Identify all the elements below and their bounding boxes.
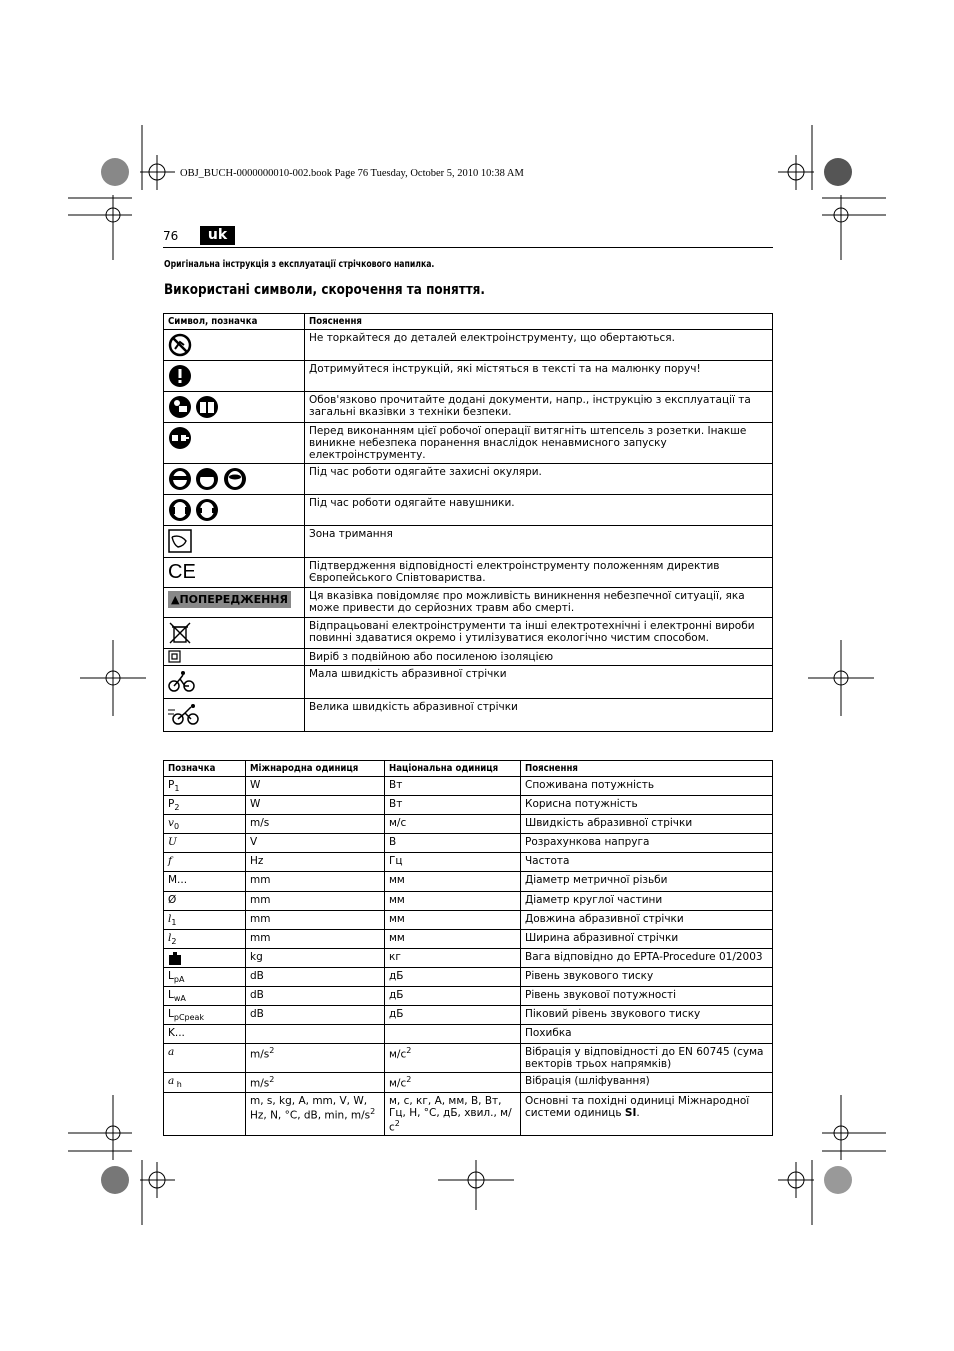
- intl-unit-cell: $m/s^2$: [246, 1073, 385, 1093]
- symbol-row: [164, 588, 773, 618]
- intl-unit-cell: $m/s^2$: [246, 1044, 385, 1073]
- table-row: [164, 1006, 773, 1025]
- table-row: [164, 1092, 773, 1136]
- national-unit-cell: Вт: [385, 777, 521, 796]
- unit-explanation-cell: Ширина абразивної стрічки: [520, 929, 772, 948]
- national-unit-cell: мм: [385, 929, 521, 948]
- document-subtitle: Оригінальна інструкція з експлуатації стрічкового напилка.: [164, 259, 435, 270]
- unplug-icon: [168, 426, 192, 450]
- national-units-list: м, с, кг, A, мм, В, Вт, Гц, Н, °C, дБ, хвил., $м/с^2$: [385, 1092, 521, 1136]
- do-not-touch-icon: [168, 333, 192, 357]
- national-unit-cell: дБ: [385, 967, 521, 986]
- symbol-explanation: Під час роботи одягайте захисні окуляри.: [305, 464, 773, 495]
- designation-cell: f: [164, 853, 246, 872]
- table-row: [164, 872, 773, 891]
- unit-explanation-cell: Розрахункова напруга: [520, 834, 772, 853]
- intl-unit-cell: mm: [246, 910, 385, 929]
- symbol-explanation: Не торкайтеся до деталей електроінструменту, що обертаються.: [305, 330, 773, 361]
- goggles-icon: [168, 473, 247, 485]
- grip-zone-icon: [168, 529, 192, 553]
- table-row: [164, 834, 773, 853]
- symbol-explanation: Перед виконанням цієї робочої операції витягніть штепсель з розетки. Інакше виникне небезпека поранення внаслідок ненавмисного запуску електроінструменту.: [305, 423, 773, 464]
- intl-units-list: m, s, kg, A, mm, V, W, Hz, N, °C, dB, min, $m/s^2$: [246, 1092, 385, 1136]
- designation-cell: [164, 948, 246, 967]
- national-unit-cell: мм: [385, 872, 521, 891]
- designation-cell: U: [164, 834, 246, 853]
- fast-bike-icon: [168, 702, 200, 726]
- designation-cell: $L_{pCpeak}$: [164, 1006, 246, 1025]
- warning-label-icon: ▲ПОПЕРЕДЖЕННЯ: [168, 591, 291, 608]
- designation-cell: M...: [164, 872, 246, 891]
- col-intl-unit-header: Міжнародна одиниця: [246, 761, 385, 777]
- designation-cell: $v_0$: [164, 815, 246, 834]
- national-unit-cell: дБ: [385, 1006, 521, 1025]
- si-explanation: Основні та похідні одиниці Міжнародної системи одиниць SI.: [520, 1092, 772, 1136]
- symbol-row: [164, 666, 773, 699]
- designation-cell: $l_2$: [164, 929, 246, 948]
- national-unit-cell: [385, 1025, 521, 1044]
- table-row: [164, 1025, 773, 1044]
- unit-explanation-cell: Частота: [520, 853, 772, 872]
- table-row: [164, 948, 773, 967]
- unit-explanation-cell: Вібрація у відповідності до EN 60745 (сума векторів трьох напрямків): [520, 1044, 772, 1073]
- designation-cell: Ø: [164, 891, 246, 910]
- intl-unit-cell: kg: [246, 948, 385, 967]
- symbol-row: [164, 464, 773, 495]
- national-unit-cell: В: [385, 834, 521, 853]
- national-unit-cell: мм: [385, 891, 521, 910]
- ce-mark-icon: CE: [168, 561, 196, 583]
- national-unit-cell: Вт: [385, 796, 521, 815]
- book-file-line: OBJ_BUCH-0000000010-002.book Page 76 Tuesday, October 5, 2010 10:38 AM: [180, 168, 524, 179]
- language-badge: uk: [200, 226, 235, 245]
- unit-explanation-cell: Рівень звукової потужності: [520, 986, 772, 1005]
- units-body: [164, 777, 773, 1093]
- table-row: [164, 796, 773, 815]
- slow-bike-icon: [168, 669, 196, 693]
- national-unit-cell: мм: [385, 910, 521, 929]
- intl-unit-cell: mm: [246, 891, 385, 910]
- unit-explanation-cell: Споживана потужність: [520, 777, 772, 796]
- unit-explanation-cell: Корисна потужність: [520, 796, 772, 815]
- unit-explanation-cell: Вібрація (шліфування): [520, 1073, 772, 1093]
- table-row: [164, 777, 773, 796]
- page-number: 76: [163, 229, 179, 243]
- table-row: [164, 853, 773, 872]
- intl-unit-cell: dB: [246, 1006, 385, 1025]
- symbols-table: [163, 313, 773, 732]
- symbols-header-row: [164, 314, 773, 330]
- col-symbol-header: Символ, позначка: [164, 314, 305, 330]
- table-row: [164, 910, 773, 929]
- unit-explanation-cell: Діаметр метричної різьби: [520, 872, 772, 891]
- read-manual-icon: [168, 401, 219, 413]
- table-row: [164, 815, 773, 834]
- intl-unit-cell: W: [246, 777, 385, 796]
- weee-bin-icon: [168, 621, 192, 645]
- col-designation-header: Позначка: [164, 761, 246, 777]
- header-rule: [163, 247, 773, 248]
- symbol-row: [164, 526, 773, 558]
- table-row: [164, 1073, 773, 1093]
- intl-unit-cell: mm: [246, 929, 385, 948]
- intl-unit-cell: m/s: [246, 815, 385, 834]
- national-unit-cell: м/с: [385, 815, 521, 834]
- double-insulation-icon: [168, 650, 181, 663]
- symbol-explanation: Підтвердження відповідності електроінструменту положенням директив Європейського Співтовариства.: [305, 558, 773, 588]
- national-unit-cell: кг: [385, 948, 521, 967]
- unit-explanation-cell: Рівень звукового тиску: [520, 967, 772, 986]
- symbol-row: [164, 361, 773, 392]
- table-row: [164, 986, 773, 1005]
- symbol-row: [164, 649, 773, 666]
- symbol-explanation: Обов'язково прочитайте додані документи, напр., інструкцію з експлуатації та загальні вказівки з техніки безпеки.: [305, 392, 773, 423]
- symbol-row: [164, 618, 773, 649]
- weight-icon: [168, 951, 182, 965]
- symbol-row: [164, 423, 773, 464]
- designation-cell: $L_{pA}$: [164, 967, 246, 986]
- symbol-row: [164, 392, 773, 423]
- ear-protection-icon: [168, 504, 219, 516]
- unit-explanation-cell: Похибка: [520, 1025, 772, 1044]
- col-explain-header: Пояснення: [305, 314, 773, 330]
- national-unit-cell: $м/с^2$: [385, 1073, 521, 1093]
- section-heading: Використані символи, скорочення та поняття.: [164, 282, 485, 298]
- table-row: [164, 929, 773, 948]
- designation-cell: $L_{wA}$: [164, 986, 246, 1005]
- table-row: [164, 967, 773, 986]
- table-row: [164, 1044, 773, 1073]
- unit-explanation-cell: Діаметр круглої частини: [520, 891, 772, 910]
- symbol-explanation: Ця вказівка повідомляє про можливість виникнення небезпечної ситуації, яка може привести до серйозних травм або смерті.: [305, 588, 773, 618]
- intl-unit-cell: mm: [246, 872, 385, 891]
- symbol-explanation: Велика швидкість абразивної стрічки: [305, 699, 773, 732]
- symbol-explanation: Під час роботи одягайте навушники.: [305, 495, 773, 526]
- intl-unit-cell: Hz: [246, 853, 385, 872]
- national-unit-cell: $м/с^2$: [385, 1044, 521, 1073]
- unit-explanation-cell: Піковий рівень звукового тиску: [520, 1006, 772, 1025]
- symbol-explanation: Дотримуйтеся інструкцій, які містяться в тексті та на малюнку поруч!: [305, 361, 773, 392]
- unit-explanation-cell: Вага відповідно до EPTA-Procedure 01/2003: [520, 948, 772, 967]
- designation-cell: K...: [164, 1025, 246, 1044]
- symbol-explanation: Мала швидкість абразивної стрічки: [305, 666, 773, 699]
- intl-unit-cell: V: [246, 834, 385, 853]
- national-unit-cell: Гц: [385, 853, 521, 872]
- symbol-row: [164, 558, 773, 588]
- symbol-row: [164, 699, 773, 732]
- col-explanation-header: Пояснення: [520, 761, 772, 777]
- symbol-explanation: Зона тримання: [305, 526, 773, 558]
- designation-cell: $P_1$: [164, 777, 246, 796]
- col-national-unit-header: Національна одиниця: [385, 761, 521, 777]
- symbol-explanation: Відпрацьовані електроінструменти та інші електротехнічні і електронні вироби повинні здаватися окремо і утилізуватися екологічно чистим способом.: [305, 618, 773, 649]
- national-unit-cell: дБ: [385, 986, 521, 1005]
- designation-cell: a $_h$: [164, 1073, 246, 1093]
- exclamation-icon: [168, 364, 192, 388]
- symbol-row: [164, 330, 773, 361]
- intl-unit-cell: [246, 1025, 385, 1044]
- warning-label-text: ПОПЕРЕДЖЕННЯ: [179, 593, 288, 606]
- units-table: [163, 760, 773, 1136]
- intl-unit-cell: dB: [246, 967, 385, 986]
- units-header-row: [164, 761, 773, 777]
- symbol-row: [164, 495, 773, 526]
- intl-unit-cell: dB: [246, 986, 385, 1005]
- unit-explanation-cell: Швидкість абразивної стрічки: [520, 815, 772, 834]
- designation-cell: $P_2$: [164, 796, 246, 815]
- designation-cell: a: [164, 1044, 246, 1073]
- unit-explanation-cell: Довжина абразивної стрічки: [520, 910, 772, 929]
- intl-unit-cell: W: [246, 796, 385, 815]
- designation-cell: $l_1$: [164, 910, 246, 929]
- table-row: [164, 891, 773, 910]
- symbol-explanation: Виріб з подвійною або посиленою ізоляцією: [305, 649, 773, 666]
